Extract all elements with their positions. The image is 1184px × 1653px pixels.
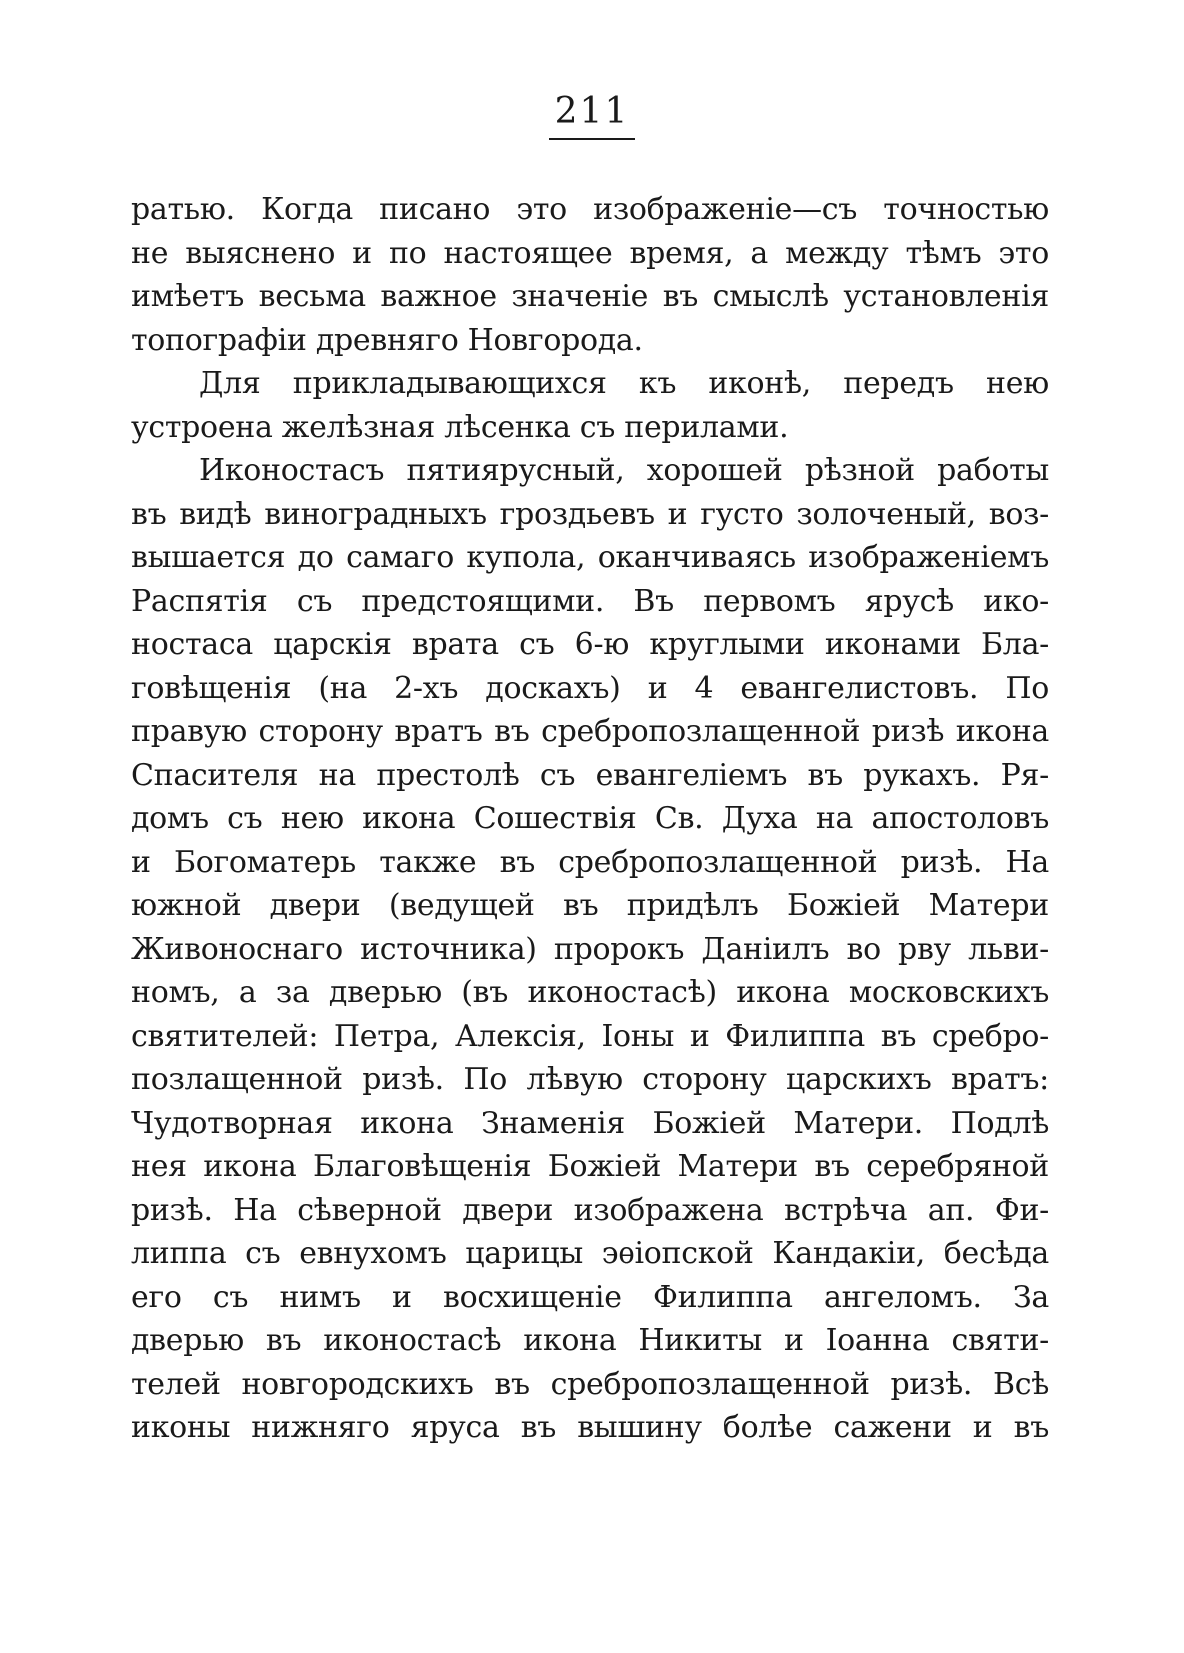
text-line: святителей: Петра, Алексія, Іоны и Филиппа въ сребро- xyxy=(131,1018,1049,1054)
text-line: устроена желѣзная лѣсенка съ перилами. xyxy=(131,409,789,445)
text-line: ностаса царскія врата съ 6-ю круглыми иконами Бла- xyxy=(131,627,1049,662)
text-line: говѣщенія (на 2-хъ доскахъ) и 4 евангелистовъ. По xyxy=(131,670,1049,706)
text-line: ризѣ. На сѣверной двери изображена встрѣча ап. Фи- xyxy=(131,1192,1049,1228)
text-line: иконы нижняго яруса въ вышину болѣе сажени и въ xyxy=(131,1410,1049,1445)
text-line: ратью. Когда писано это изображеніе—съ точностью xyxy=(131,192,1049,227)
text-line: позлащенной ризѣ. По лѣвую сторону царскихъ вратъ: xyxy=(131,1062,1049,1097)
text-line: имѣетъ весьма важное значеніе въ смыслѣ установленія xyxy=(131,279,1049,314)
text-line: телей новгородскихъ въ сребропозлащенной ризѣ. Всѣ xyxy=(131,1366,1049,1402)
text-line: въ видѣ виноградныхъ гроздьевъ и густо золоченый, воз- xyxy=(131,496,1049,532)
text-line: Для прикладывающихся къ иконѣ, передъ нею xyxy=(199,366,1049,401)
text-line: вышается до самаго купола, оканчиваясь изображеніемъ xyxy=(131,540,1049,575)
text-line: нея икона Благовѣщенія Божіей Матери въ серебряной xyxy=(131,1149,1049,1184)
text-line: и Богоматерь также въ сребропозлащенной ризѣ. На xyxy=(131,844,1049,880)
text-line: Распятія съ предстоящими. Въ первомъ ярусѣ ико- xyxy=(131,583,1049,619)
text-line: южной двери (ведущей въ придѣлъ Божіей Матери xyxy=(131,888,1049,923)
text-line: номъ, а за дверью (въ иконостасѣ) икона московскихъ xyxy=(131,975,1049,1010)
text-line: его съ нимъ и восхищеніе Филиппа ангеломъ. За xyxy=(131,1279,1049,1315)
text-line: Спасителя на престолѣ съ евангеліемъ въ рукахъ. Ря- xyxy=(131,757,1049,793)
text-line: домъ съ нею икона Сошествія Св. Духа на апостоловъ xyxy=(131,801,1049,836)
page-number: 211 xyxy=(549,92,636,140)
text-line: не выяснено и по настоящее время, а между тѣмъ это xyxy=(131,235,1049,271)
page-header xyxy=(0,92,1184,140)
text-line: дверью въ иконостасѣ икона Никиты и Іоанна святи- xyxy=(131,1323,1049,1358)
text-line: Чудотворная икона Знаменія Божіей Матери. Подлѣ xyxy=(131,1105,1049,1141)
text-line: липпа съ евнухомъ царицы эѳіопской Кандакіи, бесѣда xyxy=(131,1236,1049,1271)
text-line: топографіи древняго Новгорода. xyxy=(131,322,643,358)
body-text xyxy=(131,188,1049,1450)
text-line: правую сторону вратъ въ сребропозлащенной ризѣ икона xyxy=(131,714,1049,749)
text-line: Иконостасъ пятиярусный, хорошей рѣзной работы xyxy=(199,453,1049,488)
text-line: Живоноснаго источника) пророкъ Даніилъ во рву льви- xyxy=(131,931,1049,967)
